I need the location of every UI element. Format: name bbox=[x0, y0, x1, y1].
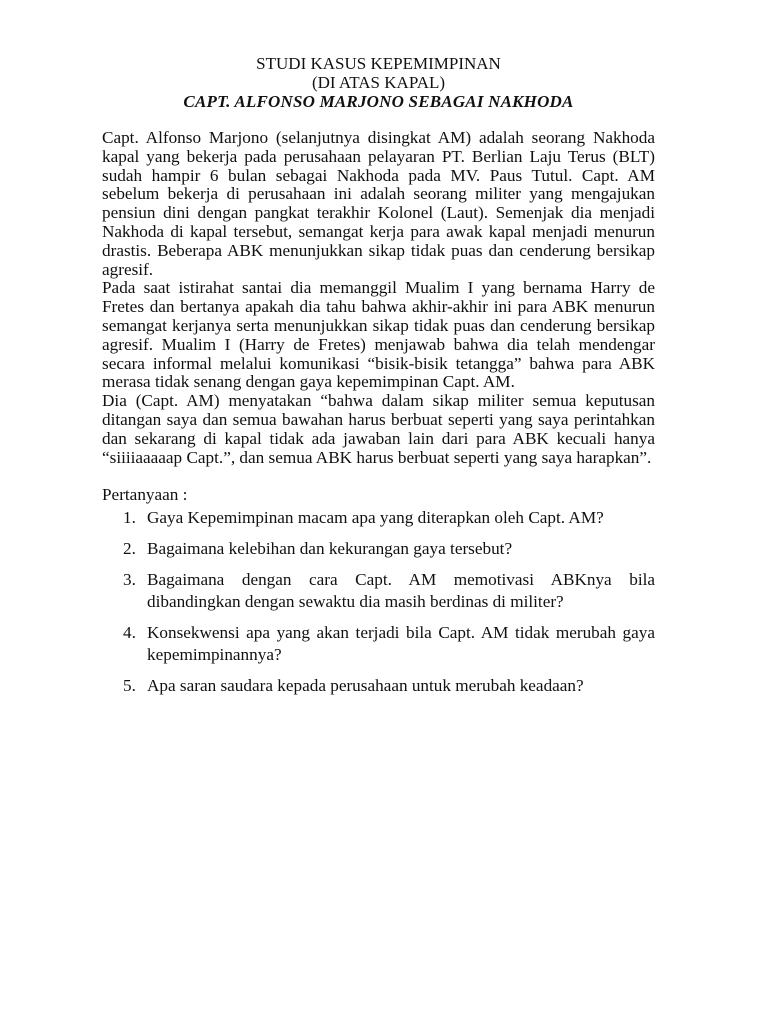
paragraph-statement: Dia (Capt. AM) menyatakan “bahwa dalam sikap militer semua keputusan ditangan saya dan semua bawahan harus berbuat seperti yang saya perintahkan dan sekarang di kapal tidak ada jawaban lain dari para ABK kecuali hanya “siiiiaaaaap Capt.”, dan semua ABK harus berbuat seperti yang saya harapkan”. bbox=[102, 391, 655, 467]
question-number: 3. bbox=[123, 570, 136, 590]
questions-list bbox=[102, 507, 655, 697]
question-item bbox=[102, 675, 655, 697]
question-item bbox=[102, 538, 655, 560]
question-text: Apa saran saudara kepada perusahaan untuk merubah keadaan? bbox=[147, 676, 584, 696]
question-text: Gaya Kepemimpinan macam apa yang diterapkan oleh Capt. AM? bbox=[147, 508, 604, 528]
question-text: Bagaimana kelebihan dan kekurangan gaya tersebut? bbox=[147, 539, 513, 559]
question-item bbox=[102, 569, 655, 613]
question-number: 2. bbox=[123, 539, 136, 559]
question-item bbox=[102, 622, 655, 666]
document-subtitle: (DI ATAS KAPAL) bbox=[311, 73, 446, 92]
document-title: STUDI KASUS KEPEMIMPINAN bbox=[256, 54, 501, 73]
paragraph-intro: Capt. Alfonso Marjono (selanjutnya disingkat AM) adalah seorang Nakhoda kapal yang bekerja pada perusahaan pelayaran PT. Berlian Laju Terus (BLT) sudah hampir 6 bulan sebagai Nakhoda pada MV. Paus Tutul. Capt. AM sebelum bekerja di perusahaan ini adalah seorang militer yang mengajukan pensiun dini dengan pangkat terakhir Kolonel (Laut). Semenjak dia menjadi Nakhoda di kapal tersebut, semangat kerja para awak kapal menjadi menurun drastis. Beberapa ABK menunjukkan sikap tidak puas dan cenderung bersikap agresif. bbox=[102, 128, 655, 279]
case-heading: CAPT. ALFONSO MARJONO SEBAGAI NAKHODA bbox=[183, 92, 574, 111]
document-page bbox=[102, 54, 655, 706]
questions-label: Pertanyaan : bbox=[102, 485, 188, 505]
question-text: Bagaimana dengan cara Capt. AM memotivasi ABKnya bila dibandingkan dengan sewaktu dia masih berdinas di militer? bbox=[147, 570, 655, 612]
question-text: Konsekwensi apa yang akan terjadi bila Capt. AM tidak merubah gaya kepemimpinannya? bbox=[147, 623, 655, 665]
case-body bbox=[102, 129, 655, 467]
question-number: 4. bbox=[123, 623, 136, 643]
paragraph-conversation: Pada saat istirahat santai dia memanggil Mualim I yang bernama Harry de Fretes dan bertanya apakah dia tahu bahwa akhir-akhir ini para ABK menurun semangat kerjanya serta menunjukkan sikap tidak puas dan cenderung bersikap agresif. Mualim I (Harry de Fretes) menjawab bahwa dia telah mendengar secara informal melalui komunikasi “bisik-bisik tetangga” bahwa para ABK merasa tidak senang dengan gaya kepemimpinan Capt. AM. bbox=[102, 278, 655, 392]
question-number: 5. bbox=[123, 676, 136, 696]
question-item bbox=[102, 507, 655, 529]
question-number: 1. bbox=[123, 508, 136, 528]
